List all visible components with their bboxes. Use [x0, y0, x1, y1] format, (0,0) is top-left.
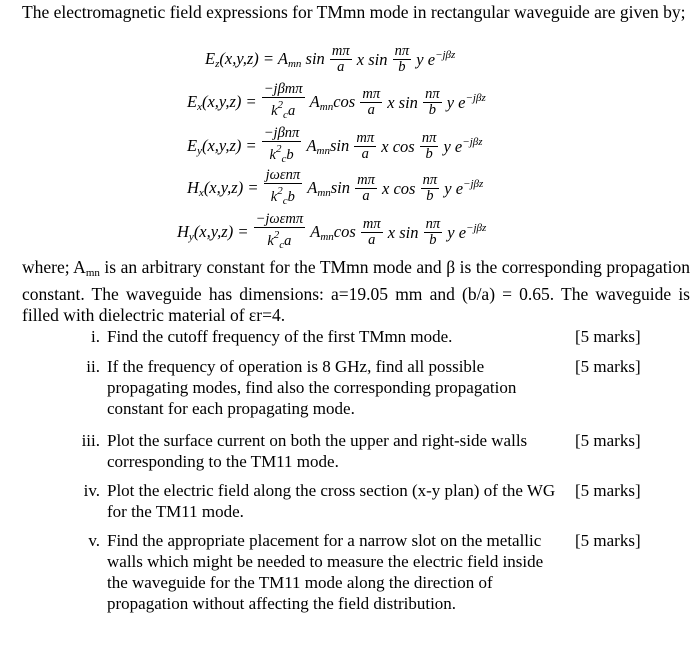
problem-statement: where; $A_{mn}$ is an arbitrary constant for the TMmn mode and β is the corresponding propagation constant. The waveguide has dimensions: a=19.05 mm and (b/a) = 0.65. The waveguide is filled with dielectric material of εr=4. — [22, 257, 690, 325]
equation-hx: $H_x(x,y,z)$ = $\frac{\text{jωεnπ}}{k^2_cb}$ $A_{mn}\sin$ $\frac{m\pi}{a}$ x cos $\frac{n\pi}{b}$ y $e^{-j\beta z}$ — [187, 167, 484, 207]
question-marks: [5 marks] — [575, 481, 641, 500]
question-marks: [5 marks] — [575, 357, 641, 376]
question-number: iii. — [81, 431, 100, 450]
question-text: Plot the electric field along the cross section (x-y plan) of the WG for the TM11 mode. — [107, 481, 556, 521]
question-text: Plot the surface current on both the upper and right-side walls corresponding to the TM11 mode. — [107, 431, 528, 471]
question-number: i. — [91, 327, 100, 346]
equation-hy: $H_y(x,y,z)$ = $\frac{\text{−jωεmπ}}{k^2_ca}$ $A_{mn}\cos$ $\frac{m\pi}{a}$ x sin $\frac{n\pi}{b}$ y $e^{-j\beta z}$ — [177, 211, 487, 251]
intro-text: The electromagnetic field expressions for TMmn mode in rectangular waveguide are given by; — [22, 2, 686, 22]
question-text: If the frequency of operation is 8 GHz, find all possible propagating modes, find also the corresponding propagation constant for each propagating mode. — [107, 357, 517, 418]
question-number: v. — [88, 531, 100, 550]
equation-ez: $E_z(x,y,z) = A_{mn}$ sin $\frac{m\pi}{a}$ x sin $\frac{n\pi}{b}$ y $e^{-j\beta z}$ — [205, 43, 456, 75]
equation-ex: $E_x(x,y,z)$ = $\frac{\text{−jβmπ}}{k^2_ca}$ $A_{mn}\cos$ $\frac{m\pi}{a}$ x sin $\frac{n\pi}{b}$ y $e^{-j\beta z}$ — [187, 81, 486, 121]
question-marks: [5 marks] — [575, 531, 641, 550]
question-marks: [5 marks] — [575, 327, 641, 346]
question-number: iv. — [83, 481, 100, 500]
question-text: Find the cutoff frequency of the first TMmn mode. — [107, 327, 453, 346]
question-text: Find the appropriate placement for a narrow slot on the metallic walls which might be needed to measure the electric field inside the waveguide for the TM11 mode along the direction of propagation without affecting the field distribution. — [107, 531, 544, 613]
question-number: ii. — [86, 357, 100, 376]
question-marks: [5 marks] — [575, 431, 641, 450]
equation-ey: $E_y(x,y,z)$ = $\frac{\text{−jβnπ}}{k^2_cb}$ $A_{mn}\sin$ $\frac{m\pi}{a}$ x cos $\frac{n\pi}{b}$ y $e^{-j\beta z}$ — [187, 125, 483, 165]
